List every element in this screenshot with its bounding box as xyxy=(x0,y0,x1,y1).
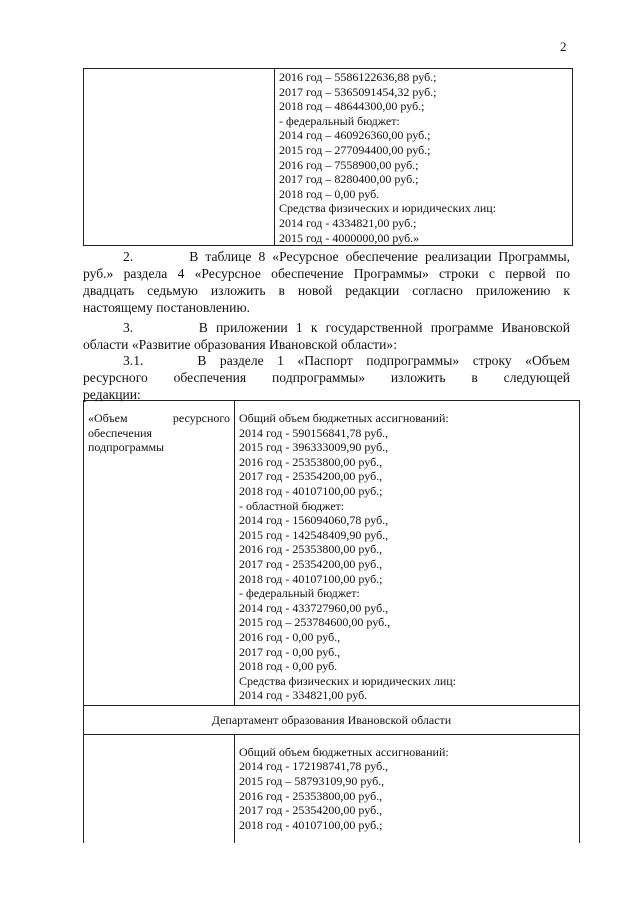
resource-label-cell xyxy=(84,401,235,706)
amount-line: - федеральный бюджет: xyxy=(279,113,400,128)
amount-line: 2017 год - 0,00 руб., xyxy=(239,644,341,659)
table1-left-cell xyxy=(84,69,275,246)
amount-line: Средства физических и юридических лиц: xyxy=(239,673,457,688)
label-line: обеспечения xyxy=(88,425,153,440)
amount-line: 2018 год – 0,00 руб. xyxy=(279,186,380,201)
amount-line: - федеральный бюджет: xyxy=(239,586,360,601)
paragraph-3-1 xyxy=(83,352,570,403)
table1-amounts-cell xyxy=(275,69,573,246)
continuation-table xyxy=(83,68,573,246)
paragraph-line: ресурсного обеспечения подпрограммы» изложить в следующей xyxy=(83,370,570,385)
paragraph-line: области «Развитие образования Ивановской области»: xyxy=(83,337,397,352)
page-number: 2 xyxy=(560,39,567,54)
amount-line: 2018 год - 40107100,00 руб.; xyxy=(239,571,383,586)
amount-line: Общий объем бюджетных ассигнований: xyxy=(239,744,449,759)
amount-line: 2014 год - 334821,00 руб. xyxy=(239,688,368,703)
amount-line: 2017 год - 25354200,00 руб., xyxy=(239,803,383,818)
resource-amounts-cell xyxy=(235,401,580,706)
amount-line: 2015 год – 253784600,00 руб., xyxy=(239,615,391,630)
label-line: «Объем ресурсного xyxy=(88,411,230,425)
amount-line: 2018 год – 48644300,00 руб.; xyxy=(279,99,425,114)
amount-line: 2015 год - 396333009,90 руб., xyxy=(239,440,389,455)
resource-table xyxy=(83,400,580,843)
amount-line: 2014 год - 433727960,00 руб., xyxy=(239,600,389,615)
paragraph-line: 2. В таблице 8 «Ресурсное обеспечение реализации Программы, xyxy=(123,249,570,264)
amount-line: Общий объем бюджетных ассигнований: xyxy=(239,411,449,425)
paragraph-line: настоящему постановлению. xyxy=(83,300,251,315)
department-heading: Департамент образования Ивановской области xyxy=(84,705,580,734)
amount-line: - областной бюджет: xyxy=(239,498,345,513)
amount-line: 2014 год – 460926360,00 руб.; xyxy=(279,128,431,143)
amount-line: 2015 год - 142548409,90 руб., xyxy=(239,527,389,542)
paragraph-line: 3. В приложении 1 к государственной программе Ивановской xyxy=(123,320,570,335)
paragraph-2 xyxy=(83,248,570,316)
amount-line: 2015 год – 58793109,90 руб., xyxy=(239,774,385,789)
amount-line: 2015 год – 277094400,00 руб.; xyxy=(279,142,431,157)
amount-line: 2014 год - 172198741,78 руб., xyxy=(239,759,389,774)
label-line: подпрограммы xyxy=(88,440,165,455)
amount-line: 2016 год - 0,00 руб., xyxy=(239,629,341,644)
amount-line: 2018 год - 40107100,00 руб.; xyxy=(239,483,383,498)
paragraph-3 xyxy=(83,319,570,353)
department-label-cell xyxy=(84,734,235,843)
amount-line: 2014 год - 590156841,78 руб., xyxy=(239,425,389,440)
paragraph-line: руб.» раздела 4 «Ресурсное обеспечение Программы» строки с первой по xyxy=(83,266,570,281)
amount-line: 2016 год - 25353800,00 руб., xyxy=(239,542,383,557)
amount-line: 2017 год – 5365091454,32 руб.; xyxy=(279,84,437,99)
amount-line: 2018 год - 40107100,00 руб.; xyxy=(239,817,383,832)
amount-line: Средства физических и юридических лиц: xyxy=(279,201,497,216)
amount-line: 2018 год - 0,00 руб. xyxy=(239,659,338,674)
paragraph-line: 3.1. В разделе 1 «Паспорт подпрограммы» строку «Объем xyxy=(123,353,570,368)
amount-line: 2017 год - 25354200,00 руб., xyxy=(239,556,383,571)
paragraph-line: двадцать седьмую изложить в новой редакции согласно приложению к xyxy=(83,283,570,298)
amount-line: 2017 год - 25354200,00 руб., xyxy=(239,469,383,484)
amount-line: 2017 год – 8280400,00 руб.; xyxy=(279,172,419,187)
amount-line: 2016 год – 5586122636,88 руб.; xyxy=(279,70,437,84)
amount-line: 2014 год - 4334821,00 руб.; xyxy=(279,215,417,230)
amount-line: 2016 год - 25353800,00 руб., xyxy=(239,454,383,469)
amount-line: 2016 год - 25353800,00 руб., xyxy=(239,788,383,803)
amount-line: 2015 год - 4000000,00 руб.» xyxy=(279,230,420,245)
paragraph-line: редакции: xyxy=(83,387,141,402)
amount-line: 2014 год - 156094060,78 руб., xyxy=(239,513,389,528)
department-amounts-cell xyxy=(235,734,580,843)
amount-line: 2016 год – 7558900,00 руб.; xyxy=(279,157,419,172)
